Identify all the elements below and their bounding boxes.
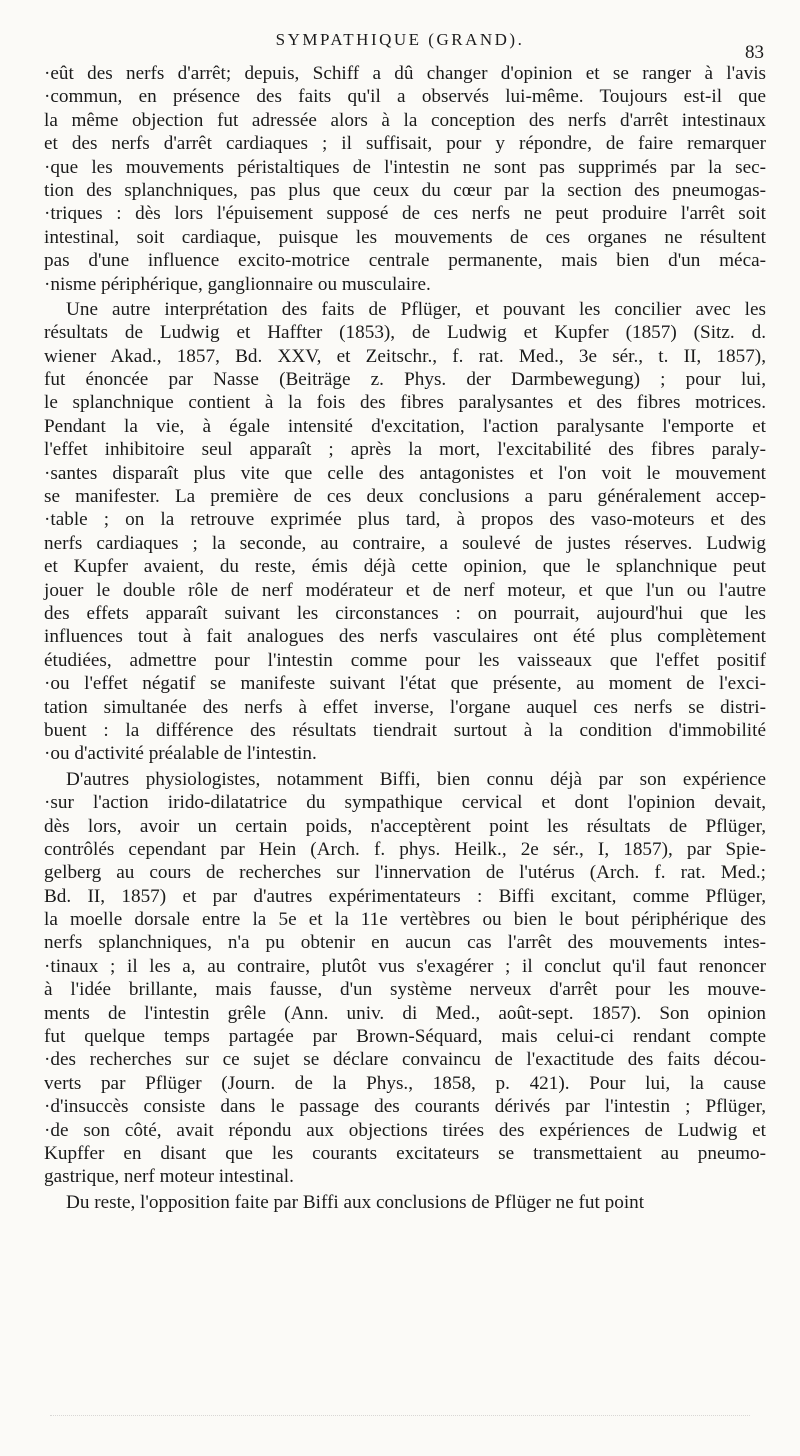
text-line: fut énoncée par Nasse (Beiträge z. Phys. der Darmbewegung) ; pour lui, bbox=[44, 369, 766, 391]
text-line: fut quelque temps partagée par Brown-Séquard, mais celui-ci rendant compte bbox=[44, 1026, 766, 1048]
paragraph bbox=[44, 62, 766, 296]
text-line: influences tout à fait analogues des nerfs vasculaires ont été plus complètement bbox=[44, 626, 766, 648]
text-line: l'effet inhibitoire seul apparaît ; après la mort, l'excitabilité des fibres paraly- bbox=[44, 439, 766, 461]
text-line: Kupffer en disant que les courants excitateurs se transmettaient au pneumo- bbox=[44, 1142, 766, 1164]
paragraph bbox=[44, 768, 766, 1189]
text-line: nerfs splanchniques, n'a pu obtenir en aucun cas l'arrêt des mouvements intes- bbox=[44, 932, 766, 954]
text-line: la moelle dorsale entre la 5e et la 11e vertèbres ou bien le bout périphérique des bbox=[44, 909, 766, 931]
text-line: la même objection fut adressée alors à la conception des nerfs d'arrêt intestinaux bbox=[44, 109, 766, 131]
text-line: ·eût des nerfs d'arrêt; depuis, Schiff a dû changer d'opinion et se ranger à l'avis bbox=[44, 63, 766, 84]
page-header bbox=[0, 30, 800, 63]
text-line: à l'idée brillante, mais fausse, d'un système nerveux d'arrêt pour les mouve- bbox=[44, 979, 766, 1001]
text-line: étudiées, admettre pour l'intestin comme pour les vaisseaux que l'effet positif bbox=[44, 649, 766, 671]
text-line: pas d'une influence excito-motrice centrale permanente, mais bien d'un méca- bbox=[44, 250, 766, 272]
text-line: et des nerfs d'arrêt cardiaques ; il suffisait, pour y répondre, de faire remarquer bbox=[44, 133, 766, 155]
text-line: ·nisme périphérique, ganglionnaire ou musculaire. bbox=[44, 273, 431, 295]
paragraph bbox=[44, 1191, 766, 1214]
text-line: nerfs cardiaques ; la seconde, au contraire, a soulevé de justes réserves. Ludwig bbox=[44, 532, 766, 554]
text-line: ·des recherches sur ce sujet se déclare convaincu de l'exactitude des faits décou- bbox=[44, 1049, 766, 1071]
page-number: 83 bbox=[745, 42, 764, 63]
text-line: gastrique, nerf moteur intestinal. bbox=[44, 1166, 294, 1188]
text-line: intestinal, soit cardiaque, puisque les mouvements de ces organes ne résultent bbox=[44, 226, 766, 248]
running-head: SYMPATHIQUE (GRAND). bbox=[275, 30, 525, 49]
text-line: ·ou d'activité préalable de l'intestin. bbox=[44, 743, 317, 765]
text-line: ·de son côté, avait répondu aux objections tirées des expériences de Ludwig et bbox=[44, 1119, 766, 1141]
text-line: tation simultanée des nerfs à effet inverse, l'organe auquel ces nerfs se distri- bbox=[44, 696, 766, 718]
text-line: verts par Pflüger (Journ. de la Phys., 1858, p. 421). Pour lui, la cause bbox=[44, 1072, 766, 1094]
text-line: dès lors, avoir un certain poids, n'acceptèrent point les résultats de Pflüger, bbox=[44, 815, 766, 837]
text-line: se manifester. La première de ces deux conclusions a paru généralement accep- bbox=[44, 486, 766, 508]
text-line: ·ou l'effet négatif se manifeste suivant l'état que présente, au moment de l'exci- bbox=[44, 673, 766, 695]
text-line: ·sur l'action irido-dilatatrice du sympathique cervical et dont l'opinion devait, bbox=[44, 792, 766, 814]
body-text bbox=[44, 62, 766, 1216]
text-line: Bd. II, 1857) et par d'autres expérimentateurs : Biffi excitant, comme Pflüger, bbox=[44, 885, 766, 907]
text-line: résultats de Ludwig et Haffter (1853), de Ludwig et Kupfer (1857) (Sitz. d. bbox=[44, 322, 766, 344]
text-line: ·que les mouvements péristaltiques de l'intestin ne sont pas supprimés par la sec- bbox=[44, 156, 766, 178]
text-line: ·triques : dès lors l'épuisement supposé de ces nerfs ne peut produire l'arrêt soit bbox=[44, 203, 766, 225]
text-line: des effets apparaît suivant les circonstances : on pourrait, aujourd'hui que les bbox=[44, 602, 766, 624]
text-line: tion des splanchniques, pas plus que ceux du cœur par la section des pneumogas- bbox=[44, 179, 766, 201]
text-line: D'autres physiologistes, notamment Biffi, bien connu déjà par son expérience bbox=[66, 768, 766, 790]
text-line: ·tinaux ; il les a, au contraire, plutôt vus s'exagérer ; il conclut qu'il faut renoncer bbox=[44, 955, 766, 977]
text-line: gelberg au cours de recherches sur l'innervation de l'utérus (Arch. f. rat. Med.; bbox=[44, 862, 766, 884]
text-line: ·table ; on la retrouve exprimée plus tard, à propos des vaso-moteurs et des bbox=[44, 509, 766, 531]
text-line: Une autre interprétation des faits de Pflüger, et pouvant les concilier avec les bbox=[66, 298, 766, 320]
footer-rule bbox=[50, 1409, 750, 1416]
text-line: ·santes disparaît plus vite que celle des antagonistes et l'on voit le mouvement bbox=[44, 462, 766, 484]
text-line: wiener Akad., 1857, Bd. XXV, et Zeitschr., f. rat. Med., 3e sér., t. II, 1857), bbox=[44, 345, 766, 367]
text-line: Pendant la vie, à égale intensité d'excitation, l'action paralysante l'emporte et bbox=[44, 415, 766, 437]
paragraph bbox=[44, 298, 766, 766]
text-line: le splanchnique contient à la fois des fibres paralysantes et des fibres motrices. bbox=[44, 392, 766, 414]
text-line: ·commun, en présence des faits qu'il a observés lui-même. Toujours est-il que bbox=[44, 86, 766, 108]
text-line: Du reste, l'opposition faite par Biffi aux conclusions de Pflüger ne fut point bbox=[66, 1191, 645, 1213]
text-line: et Kupfer avaient, du reste, émis déjà cette opinion, que le splanchnique peut bbox=[44, 556, 766, 578]
text-line: contrôlés cependant par Hein (Arch. f. phys. Heilk., 2e sér., I, 1857), par Spie- bbox=[44, 838, 766, 860]
text-line: buent : la différence des résultats tiendrait surtout à la condition d'immobilité bbox=[44, 719, 766, 741]
text-line: ments de l'intestin grêle (Ann. univ. di Med., août-sept. 1857). Son opinion bbox=[44, 1002, 766, 1024]
text-line: jouer le double rôle de nerf modérateur et de nerf moteur, et que l'un ou l'autre bbox=[44, 579, 766, 601]
text-line: ·d'insuccès consiste dans le passage des courants dérivés par l'intestin ; Pflüger, bbox=[44, 1096, 766, 1118]
